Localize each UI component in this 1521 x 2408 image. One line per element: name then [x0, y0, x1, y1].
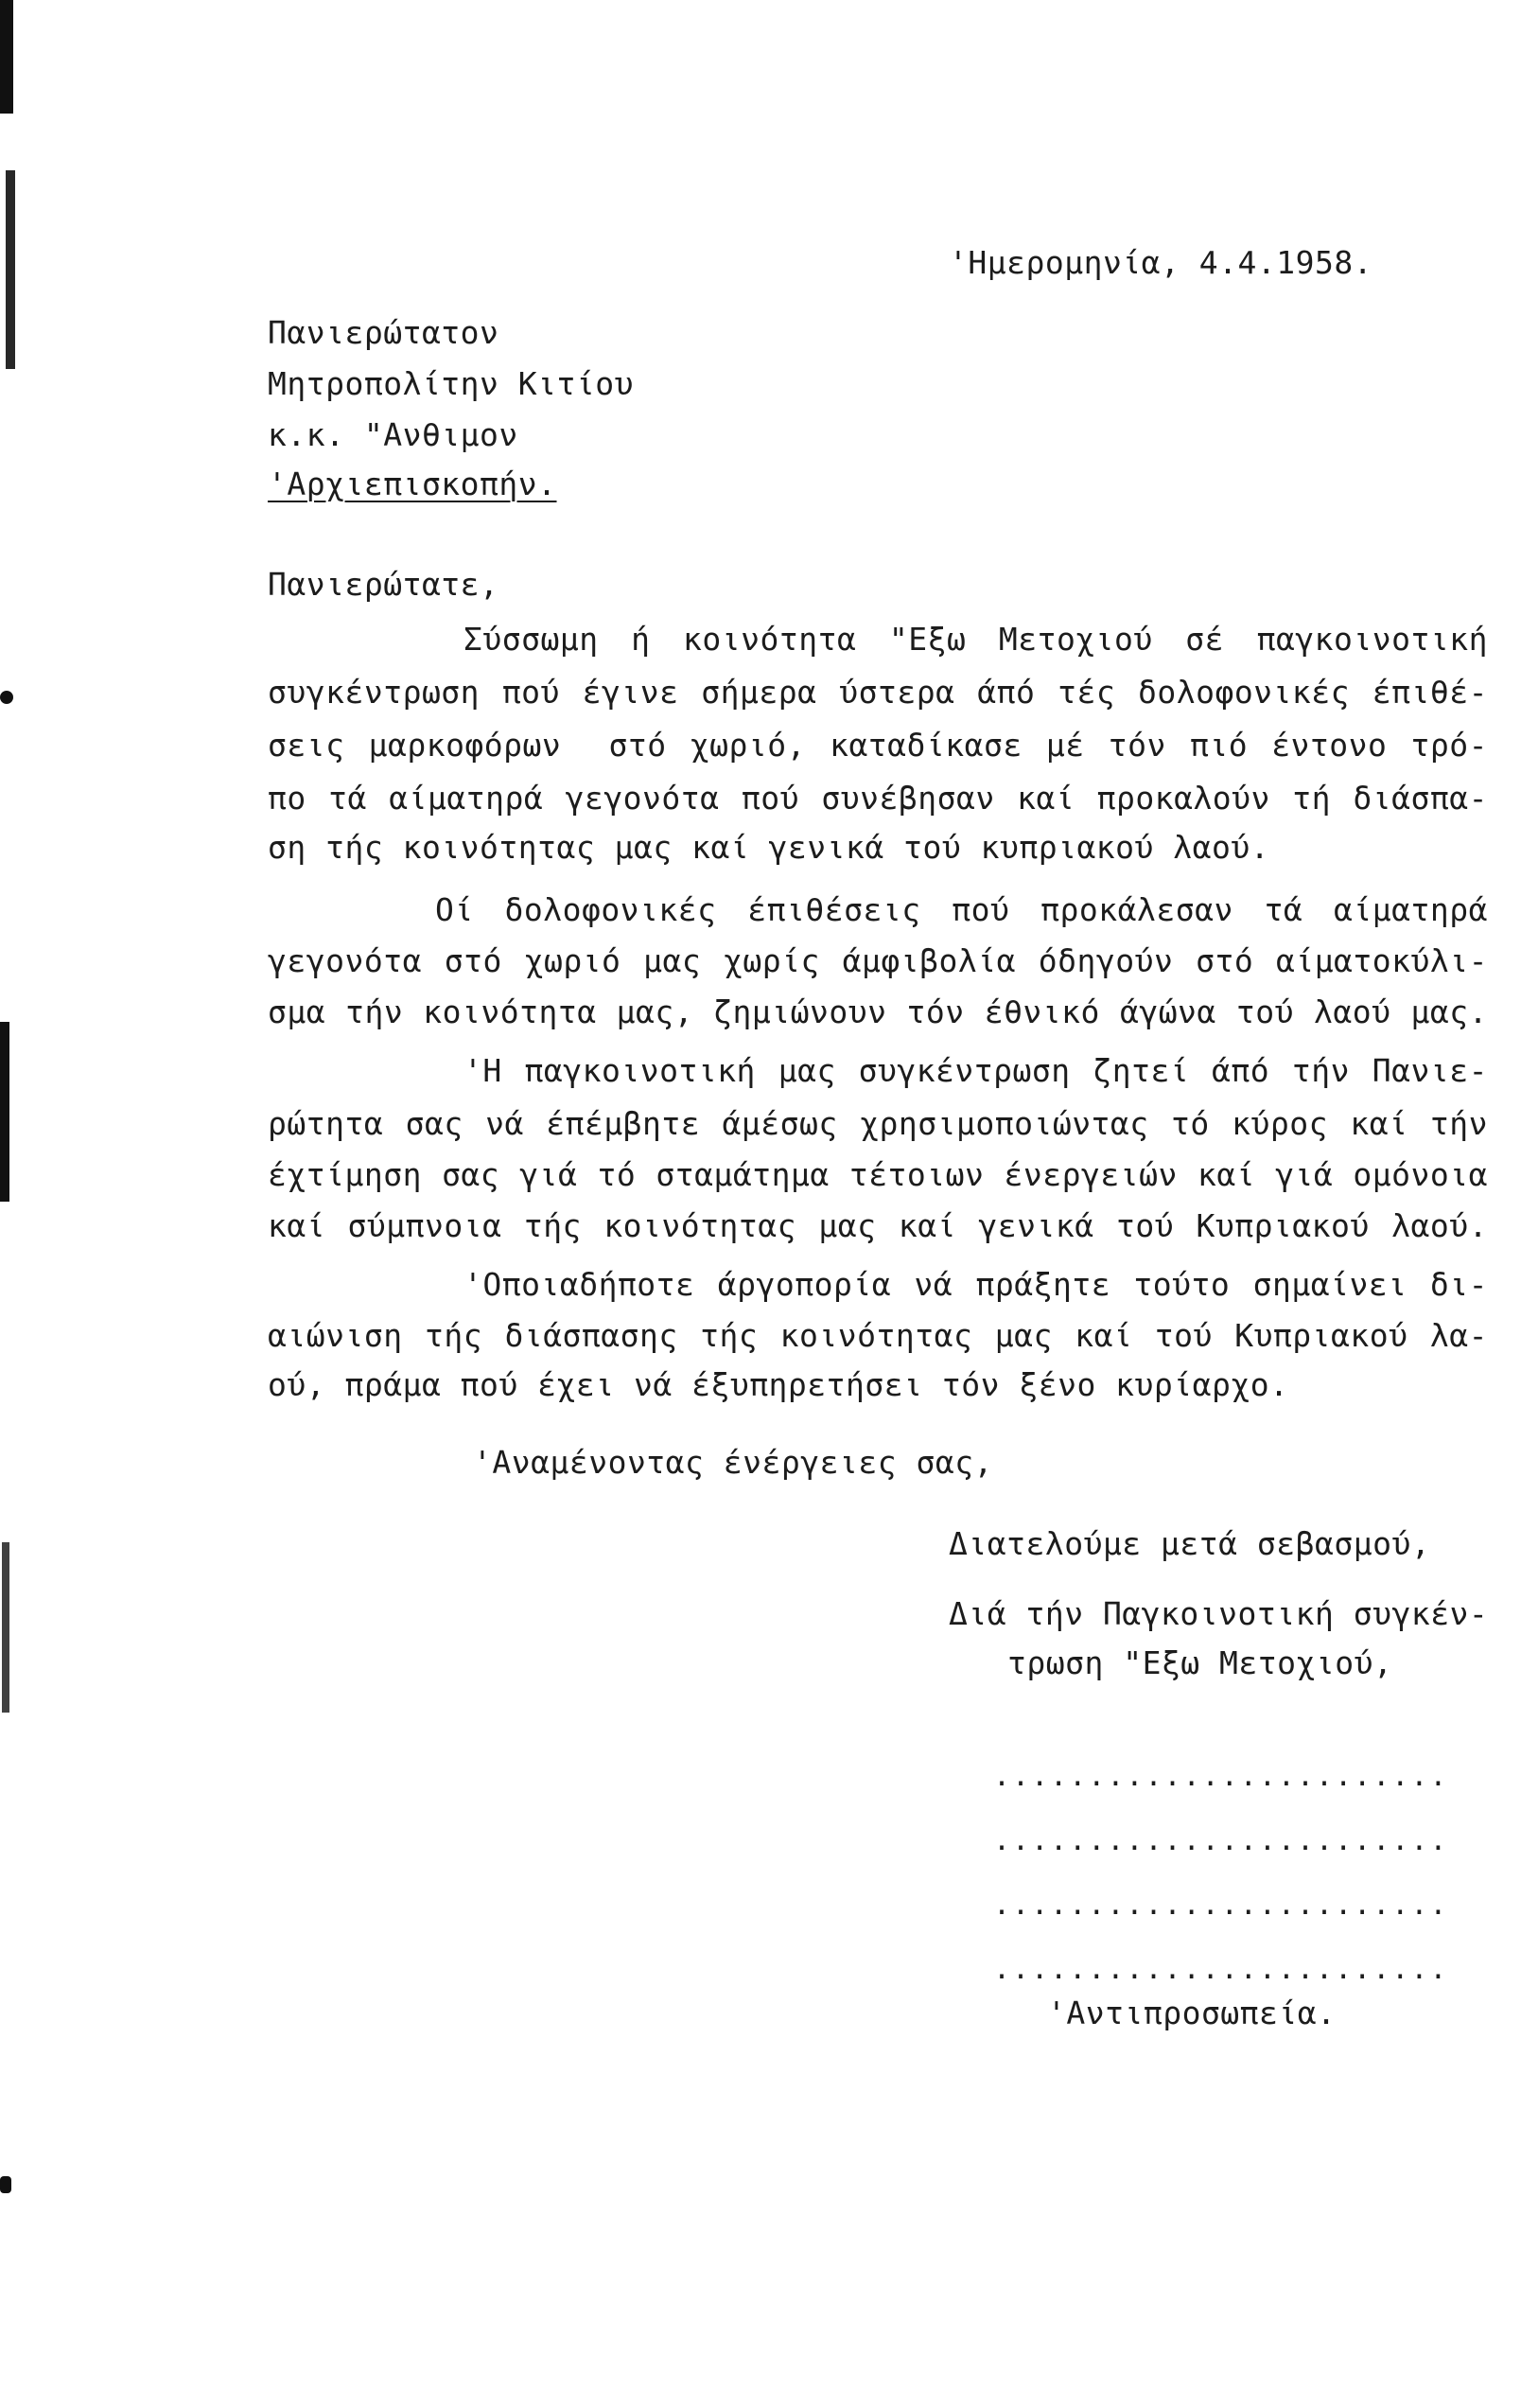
paragraph-3-line-1: 'Η παγκοινοτική μας συγκέντρωση ζητεί άπό τήν Πανιε- [463, 1052, 1488, 1089]
paragraph-2-line-3: σμα τήν κοινότητα μας, ζημιώνουν τόν έθνικό άγώνα τού λαού μας. [268, 993, 1488, 1030]
scan-margin-mark-hole [0, 691, 13, 704]
paragraph-4-line-3: ού, πράμα πού έχει νά έξυπηρετήσει τόν ξένο κυρίαρχο. [268, 1366, 1289, 1403]
signature-dotted-line-2: ........................ [993, 1824, 1449, 1857]
paragraph-3-line-3: έχτίμηση σας γιά τό σταμάτημα τέτοιων ένεργειών καί γιά ομόνοια [268, 1156, 1488, 1193]
paragraph-2-line-1: Οί δολοφονικές έπιθέσεις πού προκάλεσαν τά αίματηρά [435, 891, 1488, 928]
recipient-line-1: Πανιερώτατον [268, 314, 499, 351]
scan-margin-mark-left-bar [0, 1022, 9, 1202]
closing-line: 'Αναμένοντας ένέργειες σας, [473, 1444, 993, 1481]
recipient-line-3: κ.κ. "Ανθιμον [268, 416, 518, 453]
scan-margin-mark-bottom [0, 2176, 11, 2193]
paragraph-1-line-1: Σύσσωμη ή κοινότητα "Εξω Μετοχιού σέ παγκοινοτική [463, 621, 1488, 658]
recipient-line-4: 'Αρχιεπισκοπήν. [268, 466, 557, 502]
scan-margin-mark-top [0, 0, 13, 114]
delegation-label: 'Αντιπροσωπεία. [1047, 1995, 1337, 2031]
salutation: Πανιερώτατε, [268, 566, 499, 603]
signature-dotted-line-4: ........................ [993, 1953, 1449, 1986]
signature-line-2: Διά τήν Παγκοινοτική συγκέν- [949, 1595, 1489, 1632]
paragraph-3-line-2: ρώτητα σας νά έπέμβητε άμέσως χρησιμοποιώντας τό κύρος καί τήν [268, 1105, 1488, 1142]
scan-margin-mark-upper [6, 170, 15, 369]
scan-margin-mark-lower [2, 1542, 9, 1713]
paragraph-3-line-4: καί σύμπνοια τής κοινότητας μας καί γενικά τού Κυπριακού λαού. [268, 1207, 1488, 1244]
signature-line-3: τρωση "Εξω Μετοχιού, [1007, 1644, 1393, 1681]
paragraph-1-line-4: πο τά αίματηρά γεγονότα πού συνέβησαν καί προκαλούν τή διάσπα- [268, 780, 1488, 817]
paragraph-4-line-1: 'Οποιαδήποτε άργοπορία νά πράξητε τούτο σημαίνει δι- [463, 1266, 1488, 1303]
letter-date: 'Ημερομηνία, 4.4.1958. [949, 244, 1373, 281]
signature-dotted-line-3: ........................ [993, 1889, 1449, 1922]
paragraph-1-line-2: συγκέντρωση πού έγινε σήμερα ύστερα άπό τές δολοφονικές έπιθέ- [268, 674, 1488, 711]
paragraph-1-line-3: σεις μαρκοφόρων στό χωριό, καταδίκασε μέ τόν πιό έντονο τρό- [268, 727, 1488, 764]
signature-dotted-line-1: ........................ [993, 1760, 1449, 1793]
signature-line-1: Διατελούμε μετά σεβασμού, [949, 1525, 1431, 1562]
paragraph-1-line-5: ση τής κοινότητας μας καί γενικά τού κυπριακού λαού. [268, 829, 1270, 866]
paragraph-2-line-2: γεγονότα στό χωριό μας χωρίς άμφιβολία όδηγούν στό αίματοκύλι- [268, 942, 1488, 979]
paragraph-4-line-2: αιώνιση τής διάσπασης τής κοινότητας μας καί τού Κυπριακού λα- [268, 1317, 1488, 1354]
recipient-line-2: Μητροπολίτην Κιτίου [268, 365, 634, 402]
